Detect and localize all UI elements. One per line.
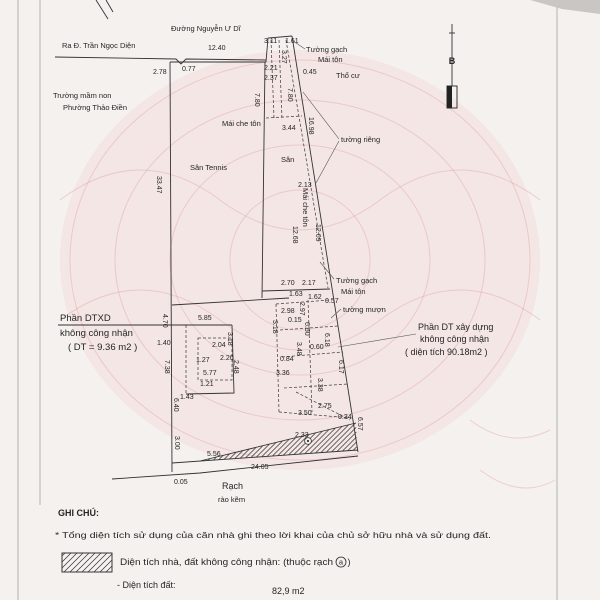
hatch-line	[106, 566, 112, 572]
dimension-label: 3.36	[276, 370, 290, 377]
dimension-label: 6.18	[323, 333, 330, 347]
road-edge-line	[96, 0, 108, 19]
dimension-label: 1.27	[196, 357, 210, 364]
tennis-court-label: Sân Tennis	[190, 163, 227, 172]
dimension-label: 3.00	[173, 436, 180, 450]
north-arrow	[447, 24, 457, 108]
dimension-label: 3.44	[282, 125, 296, 132]
dimension-label: 5.56	[207, 451, 221, 458]
dimension-label: 16.98	[307, 117, 314, 135]
dimension-label: 0.15	[288, 317, 302, 324]
dimension-label: 3.11	[264, 38, 278, 45]
court-strip-label: Sân	[281, 155, 295, 164]
dimension-label: 33.47	[155, 176, 162, 194]
dimension-label: 3.18	[226, 332, 233, 346]
land-area-value: 82,9 m2	[272, 586, 305, 596]
dimension-label: 2.48	[232, 360, 239, 374]
road-edge-line	[106, 0, 113, 12]
street-branch-label: Ra Đ. Trần Ngọc Diện	[62, 41, 136, 50]
dimension-label: 0.60	[310, 344, 324, 351]
canal-label: Rạch	[222, 481, 244, 491]
dimension-label: 2.75	[318, 403, 332, 410]
watermark-fill	[60, 50, 540, 470]
dimension-label: 0.57	[325, 298, 339, 305]
north-arrow-fill	[447, 86, 452, 108]
dimension-label: 0.77	[182, 66, 196, 73]
roof-mid-label: Mái che tôn	[301, 188, 310, 227]
dimension-label: 2.98	[281, 308, 295, 315]
north-label: B	[448, 56, 456, 66]
dimension-label: 0.34	[338, 414, 352, 421]
dimension-label: 6.40	[172, 398, 179, 412]
dtxd-left-status: không công nhận	[60, 328, 133, 339]
dimension-label: 6.57	[356, 417, 363, 431]
dimension-label: 3.48	[295, 342, 302, 356]
street-name-label: Đường Nguyễn Ư Dĩ	[171, 24, 241, 33]
residential-label: Thổ cư	[336, 71, 360, 80]
dimension-label: 2.78	[153, 69, 167, 76]
dimension-label: 2.21	[264, 65, 278, 72]
scan-shadow	[530, 0, 600, 14]
dimension-label: 7.38	[163, 360, 170, 374]
school-label: Trường mầm non	[53, 91, 112, 100]
dtxd-left-title: Phần DTXD	[60, 313, 111, 324]
wall-mid-roof-label: Mái tôn	[341, 287, 366, 296]
legend-mark: a	[338, 557, 344, 567]
legend-hatch-pattern	[62, 553, 112, 572]
hatch-line	[100, 560, 112, 572]
dimension-label: 7.80	[253, 93, 260, 107]
dimension-label: 6.17	[337, 360, 344, 374]
dimension-label: 1.63	[289, 291, 303, 298]
dimension-label: 1.61	[285, 38, 299, 45]
roof-label: Mái che tôn	[222, 119, 261, 128]
wall-top-roof-label: Mái tôn	[318, 55, 343, 64]
dtxd-right-title: Phần DT xây dựng	[418, 322, 494, 332]
dtxd-right-status: không công nhận	[420, 334, 490, 344]
dimension-label: 1.40	[157, 340, 171, 347]
dimension-label: 7.80	[286, 88, 293, 102]
dimension-label: 3.27	[280, 50, 287, 64]
dimension-label: 12.68	[291, 226, 298, 244]
dimension-label: 12.69	[314, 224, 321, 242]
dimension-label: 6.50	[303, 322, 310, 336]
dimension-label: 5.85	[198, 315, 212, 322]
dimension-label: 1.62	[308, 294, 322, 301]
hatch-line	[82, 553, 101, 572]
land-area-label: - Diện tích đất:	[117, 580, 176, 590]
hatch-line	[88, 553, 107, 572]
dimension-label: 1.21	[200, 381, 214, 388]
dimension-label: 2.33	[295, 432, 309, 439]
hatch-line	[76, 553, 95, 572]
dimension-label: 2.13	[298, 182, 312, 189]
legend-close: )	[347, 557, 351, 567]
canal-mark-dot	[307, 440, 309, 442]
watermark-pattern	[60, 50, 555, 488]
dimension-label: 3.50	[298, 410, 312, 417]
dimension-label: 0.05	[174, 479, 188, 486]
dimension-label: 1.43	[180, 394, 194, 401]
hatch-line	[64, 553, 83, 572]
private-wall-label: tường riêng	[341, 135, 381, 144]
hatch-line	[62, 553, 77, 568]
dimension-label: 5.77	[203, 370, 217, 377]
borrowed-wall-label: tường mượn	[343, 305, 386, 314]
dtxd-left-area: ( DT = 9.36 m2 )	[68, 342, 138, 353]
dimension-label: 2.20	[220, 355, 234, 362]
watermark-wave	[470, 420, 555, 488]
notes-heading: GHI CHÚ:	[58, 508, 99, 518]
dimension-label: 2.04	[212, 342, 226, 349]
dimension-label: 3.38	[316, 378, 323, 392]
legend-label: Diện tích nhà, đất không công nhận: (thuộc rạch	[120, 557, 333, 567]
dtxd-right-area: ( diện tích 90.18m2 )	[405, 347, 488, 357]
hatch-line	[70, 553, 89, 572]
dimension-label: 0.45	[303, 69, 317, 76]
dimension-label: 2.70	[281, 280, 295, 287]
dimension-label: 4.70	[161, 314, 168, 328]
notes-section	[55, 507, 491, 596]
dimension-label: 12.40	[208, 45, 226, 52]
dimension-label: 2.37	[264, 75, 278, 82]
dimension-label: 2.17	[302, 280, 316, 287]
dimension-label: 24.05	[251, 464, 269, 471]
dimension-label: 0.84	[280, 356, 294, 363]
ward-label: Phường Thảo Điền	[63, 103, 128, 112]
dimension-label: 2.97	[298, 302, 305, 316]
note-usage-area: * Tổng diện tích sử dụng của căn nhà ghi theo lời khai của chủ sở hữu nhà và sử dụng đất.	[55, 530, 491, 540]
wall-mid-label: Tường gạch	[336, 276, 378, 285]
wall-top-label: Tường gạch	[306, 45, 348, 54]
hatch-line	[203, 460, 204, 461]
dimension-label: 3.18	[271, 320, 278, 334]
fence-label: rào kẽm	[218, 495, 246, 504]
